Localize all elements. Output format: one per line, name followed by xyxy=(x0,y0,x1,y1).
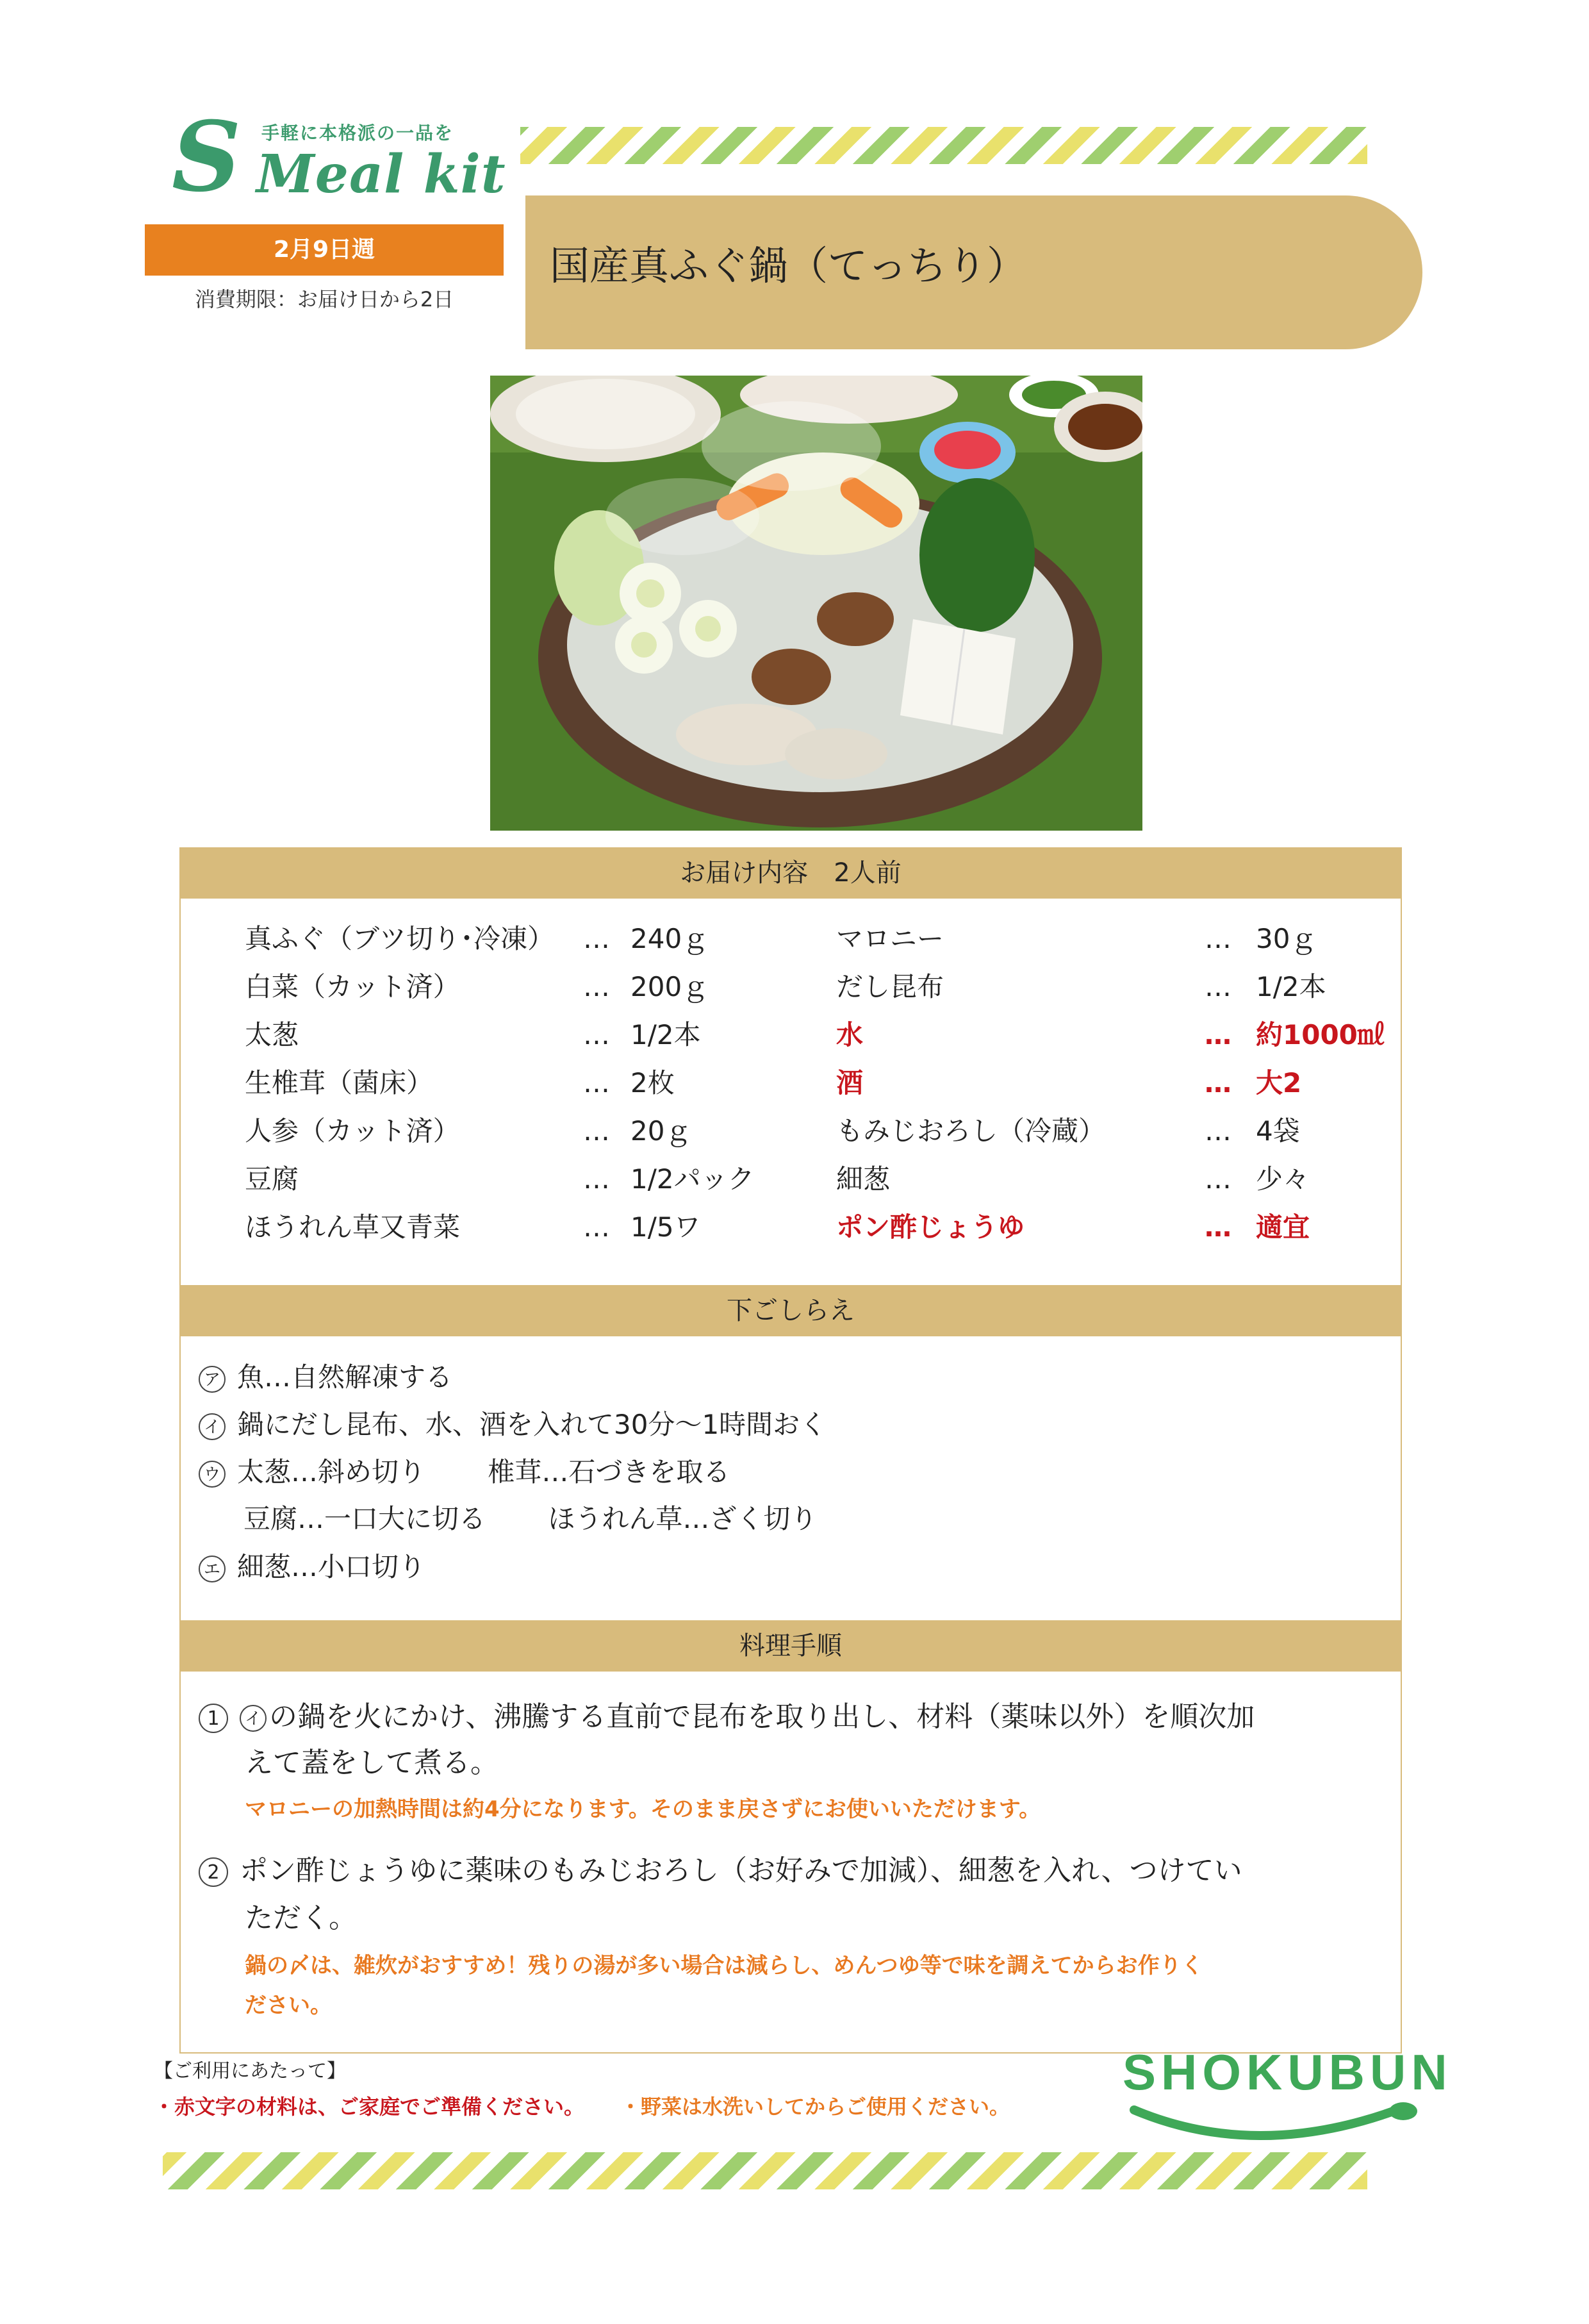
ingredient-name: マロニー xyxy=(836,923,944,954)
prep-text: 鍋にだし昆布、水、酒を入れて30分～1時間おく xyxy=(237,1409,827,1440)
expiry-text: 消費期限：お届け日から2日 xyxy=(194,287,454,311)
prep-marker: エ xyxy=(199,1556,226,1582)
prep-item xyxy=(199,1456,730,1488)
ingredient-dots: … xyxy=(583,923,610,954)
ingredient-dots: … xyxy=(583,1019,610,1050)
ingredient-name: だし昆布 xyxy=(836,971,944,1002)
ingredient-amount: 200ｇ xyxy=(630,971,709,1002)
ingredient-dots: … xyxy=(1205,1211,1231,1243)
ingredient-amount-home: 適宜 xyxy=(1256,1211,1310,1243)
step-1 xyxy=(199,1700,1255,1734)
steps-heading: 料理手順 xyxy=(179,1620,1402,1672)
ingredient-name: 人参（カット済） xyxy=(245,1115,460,1147)
ingredient-dots: … xyxy=(583,1067,610,1099)
ingredient-name-home: 酒 xyxy=(836,1067,864,1099)
step-2-note: 鍋の〆は、雑炊がおすすめ！残りの湯が多い場合は減らし、めんつゆ等で味を調えてからお作りく xyxy=(245,1953,1203,1979)
ingredient-name: 白菜（カット済） xyxy=(245,971,460,1002)
ingredient-dots: … xyxy=(1205,1067,1231,1099)
recipe-title: 国産真ふぐ鍋（てっちり） xyxy=(550,242,1027,289)
prep-text: 細葱…小口切り xyxy=(237,1551,426,1582)
usage-red-note: ・赤文字の材料は、ご家庭でご準備ください。 xyxy=(154,2095,585,2119)
step-1-note: マロニーの加熱時間は約4分になります。そのまま戻さずにお使いいただけます。 xyxy=(245,1797,1041,1822)
step-reference-marker: イ xyxy=(240,1705,267,1732)
ingredient-dots: … xyxy=(1205,1019,1231,1050)
ingredient-amount: 1/2本 xyxy=(630,1019,701,1050)
ingredient-amount: 20ｇ xyxy=(630,1115,692,1147)
ingredient-amount: 1/2本 xyxy=(1256,971,1326,1002)
prep-item xyxy=(199,1409,827,1441)
ingredient-dots: … xyxy=(1205,1163,1231,1195)
ingredient-name: 太葱 xyxy=(245,1019,299,1050)
prep-text: 魚…自然解凍する xyxy=(237,1361,453,1393)
ingredient-amount-home: 大2 xyxy=(1256,1067,1302,1099)
ingredient-amount: 少々 xyxy=(1256,1163,1310,1195)
brand-logo-text: SHOKUBUN xyxy=(1123,2044,1453,2100)
prep-item xyxy=(199,1551,425,1583)
logo-s-letter: S xyxy=(172,101,242,213)
logo-name: Meal kit xyxy=(256,144,506,205)
prep-item xyxy=(199,1361,452,1393)
prep-marker: イ xyxy=(199,1413,226,1440)
ingredient-name-home: 水 xyxy=(836,1019,864,1050)
ingredient-amount-home: 約1000㎖ xyxy=(1256,1019,1385,1050)
ingredient-dots: … xyxy=(583,1115,610,1147)
prep-text: 太葱…斜め切り 椎茸…石づきを取る xyxy=(237,1456,730,1488)
ingredient-amount: 240ｇ xyxy=(630,923,709,954)
top-stripe-band xyxy=(520,127,1367,164)
ingredient-amount: 1/5ワ xyxy=(630,1211,701,1243)
ingredient-name-home: ポン酢じょうゆ xyxy=(836,1211,1025,1243)
ingredient-amount: 4袋 xyxy=(1256,1115,1300,1147)
ingredient-dots: … xyxy=(1205,971,1231,1002)
prep-text: 豆腐…一口大に切る ほうれん草…ざく切り xyxy=(243,1503,818,1534)
ingredient-dots: … xyxy=(1205,923,1231,954)
step-2-continued: ただく。 xyxy=(245,1902,358,1934)
ingredient-dots: … xyxy=(583,1211,610,1243)
ingredient-dots: … xyxy=(1205,1115,1231,1147)
ingredient-amount: 2枚 xyxy=(630,1067,675,1099)
ingredients-heading: お届け内容 2人前 xyxy=(179,847,1402,899)
dish-photo xyxy=(490,376,1142,831)
step-number: 1 xyxy=(199,1704,228,1733)
step-text: ポン酢じょうゆに薬味のもみじおろし（お好みで加減）、細葱を入れ、つけてい xyxy=(240,1854,1242,1887)
step-1-continued: えて蓋をして煮る。 xyxy=(245,1747,498,1779)
ingredient-amount: 30ｇ xyxy=(1256,923,1317,954)
usage-orange-note: ・野菜は水洗いしてからご使用ください。 xyxy=(620,2095,1010,2119)
usage-heading: 【ご利用にあたって】 xyxy=(154,2060,346,2082)
ingredient-name: 豆腐 xyxy=(245,1163,299,1195)
ingredient-name: 細葱 xyxy=(836,1163,891,1195)
week-badge: 2月9日週 xyxy=(145,224,504,276)
logo-tagline: 手軽に本格派の一品を xyxy=(261,122,454,144)
ingredient-name: もみじおろし（冷蔵） xyxy=(836,1115,1106,1147)
step-number: 2 xyxy=(199,1857,228,1887)
prep-item-continued xyxy=(243,1503,817,1535)
ingredient-name: 真ふぐ（ブツ切り･冷凍） xyxy=(245,923,555,954)
prep-heading: 下ごしらえ xyxy=(179,1285,1402,1336)
ingredient-name: ほうれん草又青菜 xyxy=(245,1211,461,1243)
ingredient-dots: … xyxy=(583,1163,610,1195)
ingredient-dots: … xyxy=(583,971,610,1002)
prep-marker: ア xyxy=(199,1366,226,1393)
bottom-stripe-band xyxy=(163,2152,1367,2189)
step-2-note-continued: ださい。 xyxy=(245,1993,332,2018)
ingredient-name: 生椎茸（菌床） xyxy=(245,1067,434,1099)
step-2 xyxy=(199,1854,1242,1888)
brand-swoosh xyxy=(1128,2097,1422,2148)
ingredient-amount: 1/2パック xyxy=(630,1163,755,1195)
step-text: の鍋を火にかけ、沸騰する直前で昆布を取り出し、材料（薬味以外）を順次加 xyxy=(269,1700,1255,1733)
prep-marker: ウ xyxy=(199,1461,226,1488)
